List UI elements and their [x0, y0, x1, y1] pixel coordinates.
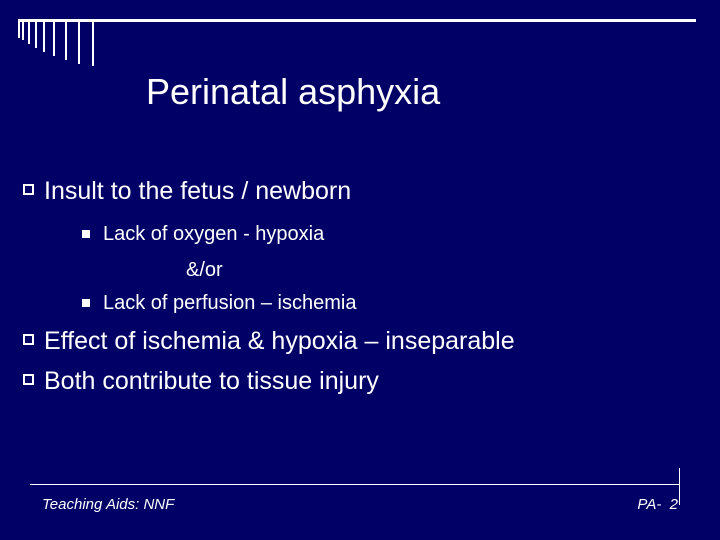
sub-bullet-item	[103, 291, 356, 315]
connector-text: &/or	[186, 259, 223, 281]
decorative-bar	[78, 22, 80, 64]
decorative-bar	[22, 22, 24, 40]
bullet-item	[44, 326, 515, 356]
decorative-bar	[43, 22, 45, 52]
hollow-square-icon	[23, 184, 34, 195]
bullet-text: Insult to the fetus / newborn	[44, 177, 352, 205]
bullet-text: Effect of ischemia & hypoxia – inseparable	[44, 327, 515, 355]
decorative-bar	[65, 22, 67, 60]
top-rule	[18, 19, 696, 22]
sub-bullet-item	[103, 222, 324, 246]
hollow-square-icon	[23, 334, 34, 345]
decorative-bar	[92, 22, 94, 66]
decorative-bar	[35, 22, 37, 48]
sub-bullet-text: Lack of oxygen - hypoxia	[103, 223, 325, 245]
sub-bullet-text: Lack of perfusion – ischemia	[103, 292, 357, 314]
decorative-bar	[18, 22, 20, 38]
hollow-square-icon	[23, 374, 34, 385]
decorative-bar	[53, 22, 55, 56]
bullet-text: Both contribute to tissue injury	[44, 367, 379, 395]
footer-divider	[679, 468, 680, 505]
bullet-item	[44, 176, 351, 206]
filled-square-icon	[82, 230, 90, 238]
slide-title: Perinatal asphyxia	[146, 71, 441, 112]
footer-rule	[30, 484, 679, 485]
filled-square-icon	[82, 299, 90, 307]
page-number: PA- 2	[637, 496, 678, 513]
footer-left-text: Teaching Aids: NNF	[42, 496, 175, 513]
bullet-item	[44, 366, 379, 396]
decorative-bar	[28, 22, 30, 44]
